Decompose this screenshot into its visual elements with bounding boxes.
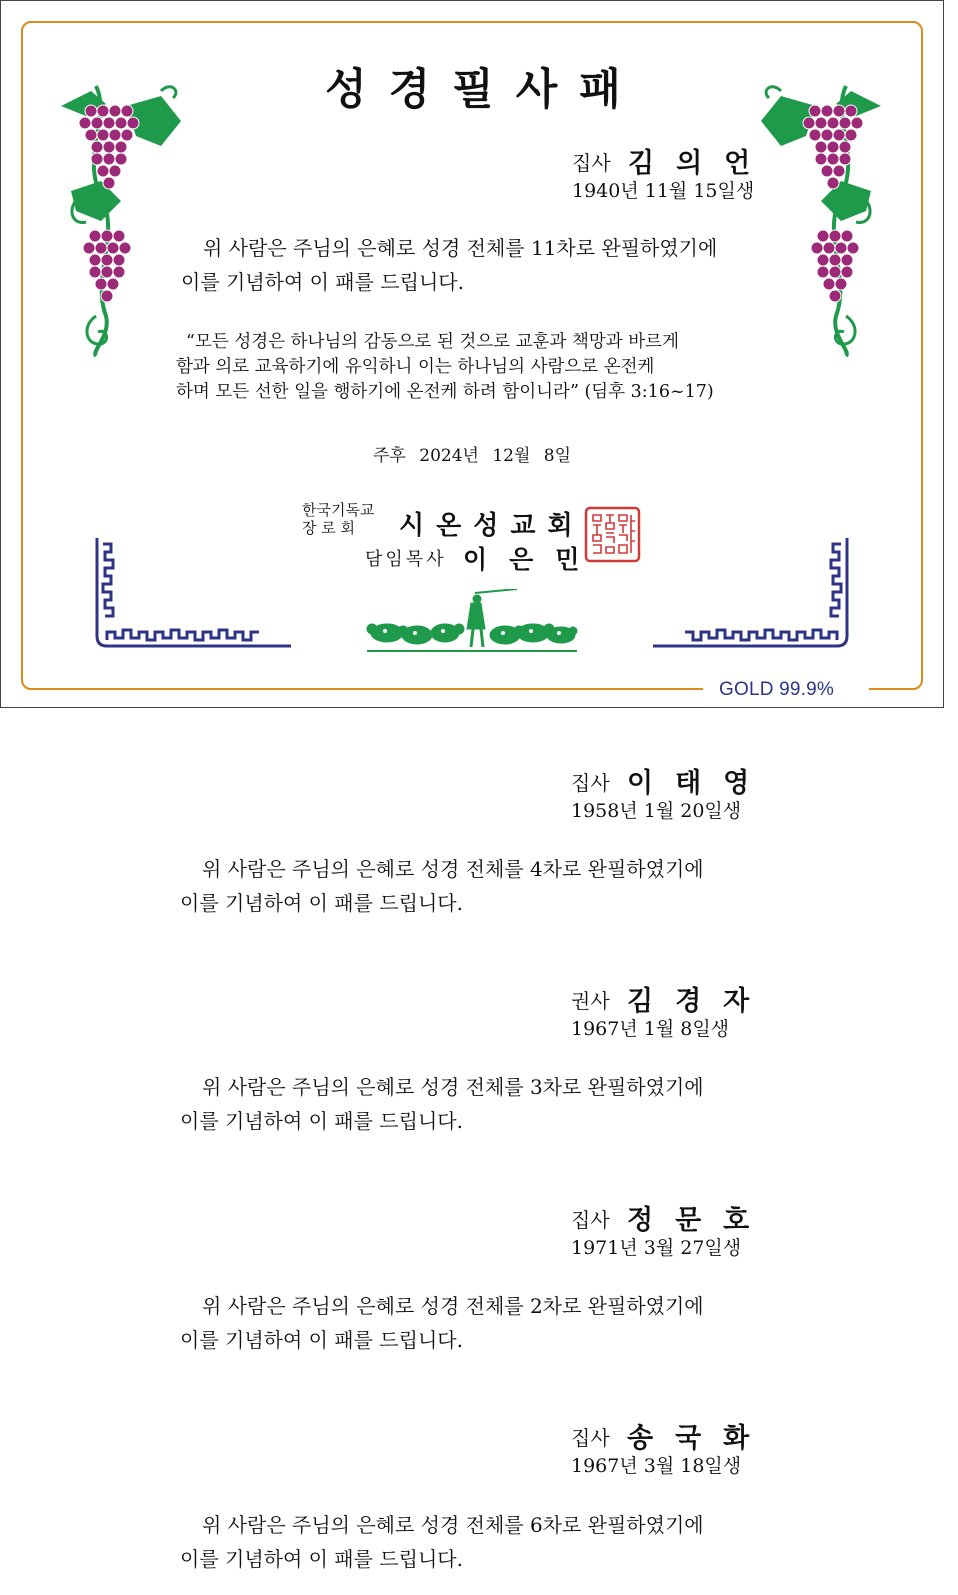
entry-line-2: 이를 기념하여 이 패를 드립니다. (180, 1547, 463, 1571)
entry-text (180, 852, 780, 920)
entry-birth: 1967년 1월 8일생 (571, 1018, 730, 1040)
entry-rank: 집사 (571, 771, 610, 795)
grape-vine-right-icon (756, 76, 891, 361)
entry-line-2: 이를 기념하여 이 패를 드립니다. (180, 1109, 463, 1133)
entry-line-2: 이를 기념하여 이 패를 드립니다. (180, 1328, 463, 1352)
church-seal-icon (584, 506, 641, 563)
church-name: 시온성교회 (399, 511, 585, 541)
plaque-design (0, 0, 944, 708)
grape-vine-left-icon (51, 76, 186, 361)
entry-rank: 집사 (571, 1208, 610, 1232)
scripture-quote (176, 330, 776, 405)
meander-border-left-icon (93, 536, 293, 651)
entry-line-1: 위 사람은 주님의 은혜로 성경 전체를 6차로 완필하였기에 (202, 1513, 704, 1537)
entry-name: 이태영 (627, 768, 772, 799)
entry-line-1: 위 사람은 주님의 은혜로 성경 전체를 4차로 완필하였기에 (202, 857, 704, 881)
quote-line: “모든 성경은 하나님의 감동으로 된 것으로 교훈과 책망과 바르게 (186, 332, 679, 352)
entry-birth: 1971년 3월 27일생 (571, 1237, 742, 1259)
denomination-line-1: 한국기독교 (302, 501, 375, 519)
denomination-line-2: 장 로 회 (302, 519, 356, 537)
dedication-line-2: 이를 기념하여 이 패를 드립니다. (181, 270, 464, 294)
entry-birth: 1967년 3월 18일생 (571, 1455, 742, 1477)
entry-name: 김경자 (627, 986, 772, 1017)
meander-border-right-icon (651, 536, 851, 651)
gold-label: GOLD 99.9% (719, 679, 834, 700)
pastor-name: 이은민 (463, 545, 602, 574)
quote-line: 함과 의로 교육하기에 유익하니 이는 하나님의 사람으로 온전케 (176, 357, 655, 377)
entry-text (180, 1289, 780, 1357)
entry-line-1: 위 사람은 주님의 은혜로 성경 전체를 3차로 완필하였기에 (202, 1075, 704, 1099)
dedication-text (181, 231, 781, 299)
plaque-title: 성경필사패 (325, 65, 643, 115)
entry-text (180, 1508, 780, 1576)
entry-text (180, 1070, 780, 1138)
award-date: 주후 2024년 12월 8일 (373, 446, 572, 466)
entry-birth: 1958년 1월 20일생 (571, 800, 742, 822)
dedication-line-1: 위 사람은 주님의 은혜로 성경 전체를 11차로 완필하였기에 (203, 236, 718, 260)
recipient-rank: 집사 (572, 151, 611, 175)
entry-rank: 집사 (571, 1426, 610, 1450)
pastor-title: 담임목사 (365, 549, 447, 570)
entry-name: 정문호 (627, 1205, 772, 1236)
shepherd-with-sheep-icon (365, 589, 580, 655)
entry-name: 송국화 (627, 1423, 772, 1454)
quote-line: 하며 모든 선한 일을 행하기에 온전케 하려 함이니라” (딤후 3:16~17) (176, 382, 714, 402)
recipient-birth: 1940년 11월 15일생 (572, 180, 755, 202)
denomination (302, 501, 374, 537)
entry-line-1: 위 사람은 주님의 은혜로 성경 전체를 2차로 완필하였기에 (202, 1294, 704, 1318)
entry-line-2: 이를 기념하여 이 패를 드립니다. (180, 891, 463, 915)
entry-rank: 권사 (571, 989, 610, 1013)
recipient-name: 김의언 (628, 148, 773, 179)
